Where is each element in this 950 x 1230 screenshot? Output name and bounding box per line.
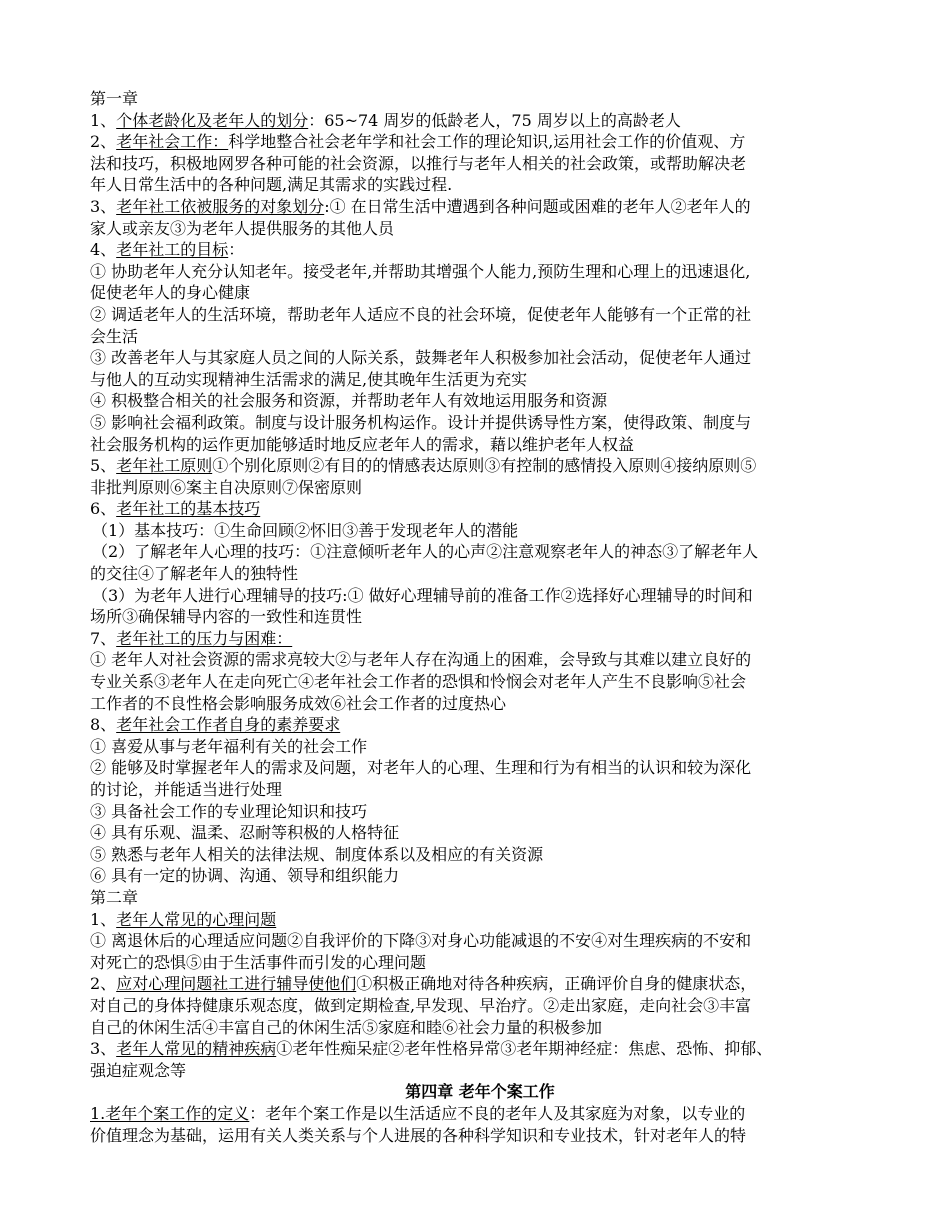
term: 老年社工的压力与困难：	[116, 628, 293, 648]
ch2-item-2-line: 对自己的身体持健康乐观态度，做到定期检查,早发现、早治疗。②走出家庭，走向社会③丰富	[90, 995, 752, 1015]
ch1-item-7-line: ① 老年人对社会资源的需求亮较大②与老年人存在沟通上的困难，会导致与其难以建立良好的	[90, 650, 752, 670]
ch1-item-8: 8、老年社会工作者自身的素养要求	[90, 715, 341, 735]
ch1-item-6-line: （2）了解老年人心理的技巧：①注意倾听老年人的心声②注意观察老年人的神态③了解老年人	[92, 542, 759, 562]
chapter-2-title: 第二章	[90, 887, 139, 907]
ch1-item-4-line: 与他人的互动实现精神生活需求的满足,使其晚年生活更为充实	[90, 369, 528, 389]
ch1-item-4-line: ④ 积极整合相关的社会服务和资源，并帮助老年人有效地运用服务和资源	[90, 391, 608, 411]
ch1-item-2-line: 年人日常生活中的各种问题,满足其需求的实践过程.	[90, 175, 453, 195]
ch1-item-2-line: 法和技巧，积极地网罗各种可能的社会资源，以推行与老年人相关的社会政策，或帮助解决老	[90, 153, 747, 173]
term: 老年社会工作：	[116, 132, 229, 152]
term: 应对心理问题社工进行辅导使他们	[116, 974, 357, 994]
ch1-item-8-line: ② 能够及时掌握老年人的需求及问题，对老年人的心理、生理和行为有相当的认识和较为深化	[90, 758, 752, 778]
term: 1.老年个案工作的定义	[90, 1103, 250, 1123]
ch1-item-8-line: ① 喜爱从事与老年福利有关的社会工作	[90, 736, 368, 756]
ch1-item-6: 6、老年社工的基本技巧	[90, 499, 261, 519]
ch4-item-1: 1.老年个案工作的定义：老年个案工作是以生活适应不良的老年人及其家庭为对象，以专业的	[90, 1103, 746, 1123]
ch1-item-5: 5、老年社工原则①个别化原则②有目的的情感表达原则③有控制的感情投入原则④接纳原则⑤	[90, 456, 757, 476]
ch1-item-8-line: ③ 具备社会工作的专业理论知识和技巧	[90, 801, 368, 821]
term: 老年社工的目标	[116, 240, 229, 260]
ch1-item-6-line: （3）为老年人进行心理辅导的技巧:① 做好心理辅导前的准备工作②选择好心理辅导的时间和	[92, 585, 753, 605]
ch1-item-2: 2、老年社会工作：科学地整合社会老年学和社会工作的理论知识,运用社会工作的价值观、方	[90, 132, 746, 152]
ch1-item-4: 4、老年社工的目标：	[90, 240, 245, 260]
ch1-item-8-line: ④ 具有乐观、温柔、忍耐等积极的人格特征	[90, 823, 400, 843]
ch1-item-4-line: ⑤ 影响社会福利政策。制度与设计服务机构运作。设计并提供诱导性方案，使得政策、制度与	[90, 412, 752, 432]
term: 老年社会工作者自身的素养要求	[116, 715, 341, 735]
ch1-item-4-line: ② 调适老年人的生活环境，帮助老年人适应不良的社会环境，促使老年人能够有一个正常的社	[90, 304, 752, 324]
ch1-item-8-line: 的讨论，并能适当进行处理	[90, 780, 283, 799]
ch2-item-3-line: 强迫症观念等	[90, 1060, 187, 1080]
term: 老年社工依被服务的对象划分	[116, 196, 325, 216]
ch1-item-7: 7、老年社工的压力与困难：	[90, 628, 293, 648]
ch1-item-3: 3、老年社工依被服务的对象划分:① 在日常生活中遭遇到各种问题或困难的老年人②老年人的	[90, 196, 751, 216]
ch1-item-7-line: 工作者的不良性格会影响服务成效⑥社会工作者的过度热心	[90, 693, 507, 713]
ch1-item-7-line: 专业关系③老年人在走向死亡④老年社会工作者的恐惧和怜悯会对老年人产生不良影响⑤社会	[90, 672, 747, 692]
ch1-item-8-line: ⑤ 熟悉与老年人相关的法律法规、制度体系以及相应的有关资源	[90, 844, 544, 864]
ch1-item-6-line: （1）基本技巧：①生命回顾②怀旧③善于发现老年人的潜能	[92, 520, 519, 540]
ch1-item-4-line: ③ 改善老年人与其家庭人员之间的人际关系，鼓舞老年人积极参加社会活动，促使老年人通过	[90, 348, 752, 368]
ch2-item-1-line: ① 离退休后的心理适应问题②自我评价的下降③对身心功能减退的不安④对生理疾病的不安和	[90, 931, 752, 951]
ch1-item-4-line: ① 协助老年人充分认知老年。接受老年,并帮助其增强个人能力,预防生理和心理上的迅速退化,	[90, 261, 751, 281]
ch1-item-3-line: 家人或亲友③为老年人提供服务的其他人员	[90, 218, 395, 238]
ch1-item-4-line: 社会服务机构的运作更加能够适时地反应老年人的需求，藉以维护老年人权益	[90, 434, 635, 454]
ch1-item-8-line: ⑥ 具有一定的协调、沟通、领导和组织能力	[90, 866, 400, 886]
ch2-item-2-line: 自己的休闲生活④丰富自己的休闲生活⑤家庭和睦⑥社会力量的积极参加	[90, 1017, 603, 1037]
document-page	[90, 88, 870, 1146]
ch1-item-5-line: 非批判原则⑥案主自决原则⑦保密原则	[90, 477, 363, 497]
ch1-item-4-line: 会生活	[90, 326, 139, 346]
ch1-item-4-line: 促使老年人的身心健康	[90, 283, 251, 303]
term: 老年社工的基本技巧	[116, 499, 261, 519]
ch1-item-6-line: 场所③确保辅导内容的一致性和连贯性	[90, 607, 363, 627]
ch2-item-1-line: 对死亡的恐惧⑤由于生活事件而引发的心理问题	[90, 952, 427, 972]
term: 老年人常见的精神疾病	[116, 1039, 277, 1059]
ch1-item-6-line: 的交往④了解老年人的独特性	[90, 564, 299, 584]
ch2-item-3: 3、老年人常见的精神疾病①老年性痴呆症②老年性格异常③老年期神经症：焦虑、恐怖、抑郁、	[90, 1039, 773, 1059]
ch2-item-1: 1、老年人常见的心理问题	[90, 909, 277, 929]
ch1-item-1: 1、个体老龄化及老年人的划分：65~74 周岁的低龄老人，75 周岁以上的高龄老人	[90, 110, 681, 130]
term: 个体老龄化及老年人的划分	[116, 110, 309, 130]
term: 老年人常见的心理问题	[116, 909, 277, 929]
term: 老年社工原则	[116, 456, 213, 476]
ch4-item-1-line: 价值理念为基础，运用有关人类关系与个人进展的各种科学知识和专业技术，针对老年人的特	[90, 1125, 747, 1145]
ch2-item-2: 2、应对心理问题社工进行辅导使他们①积极正确地对待各种疾病，正确评价自身的健康状态，	[90, 974, 757, 994]
chapter-1-title: 第一章	[90, 89, 139, 108]
chapter-4-title: 第四章 老年个案工作	[405, 1082, 555, 1102]
